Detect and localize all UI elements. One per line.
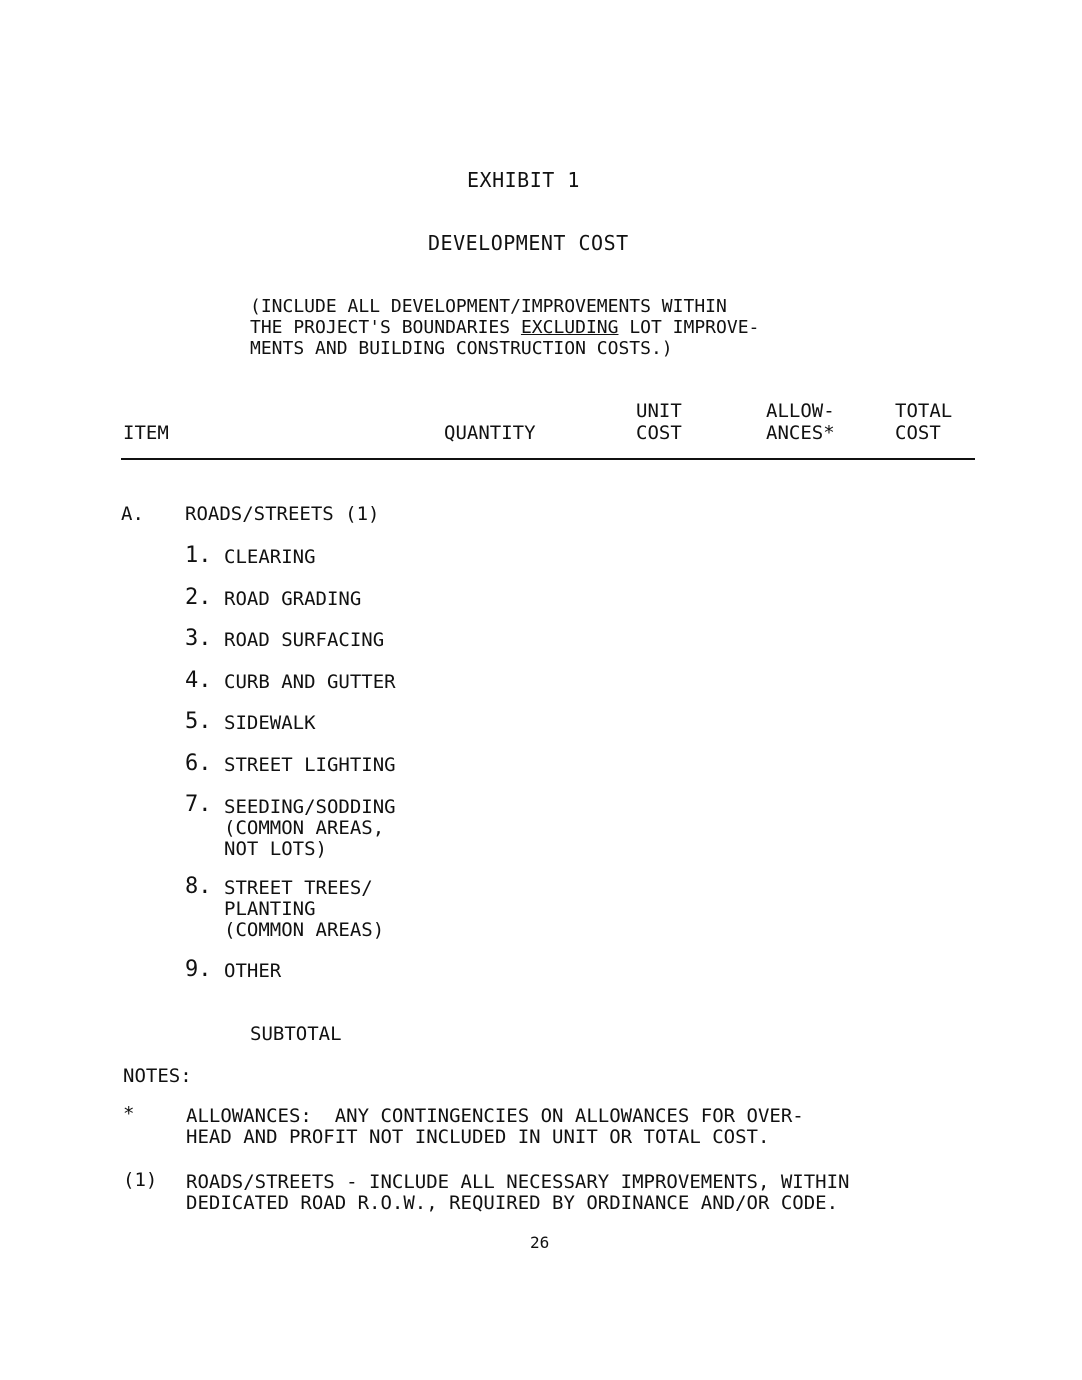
item-number: 8. (185, 874, 212, 899)
column-header-quantity: QUANTITY (444, 422, 536, 444)
instruction-text (250, 296, 759, 359)
item-label: ROAD SURFACING (224, 629, 385, 651)
item-number: 4. (185, 668, 212, 693)
item-label: CLEARING (224, 546, 316, 568)
section-name: ROADS/STREETS (1) (185, 503, 380, 525)
column-header-total-cost: TOTAL COST (895, 400, 953, 444)
notes-heading: NOTES: (123, 1065, 192, 1087)
column-header-item: ITEM (123, 422, 169, 444)
item-label: STREET TREES/ PLANTING (COMMON AREAS) (224, 877, 385, 941)
item-number: 7. (185, 792, 212, 817)
subtotal-label: SUBTOTAL (250, 1023, 342, 1045)
section-letter: A. (121, 503, 144, 525)
note-text: ROADS/STREETS - INCLUDE ALL NECESSARY IMPROVEMENTS, WITHIN DEDICATED ROAD R.O.W., REQUIRED BY ORDINANCE AND/OR CODE. (186, 1171, 850, 1214)
item-label: SIDEWALK (224, 712, 316, 734)
column-header-unit-cost: UNIT COST (636, 400, 682, 444)
item-number: 9. (185, 957, 212, 982)
item-number: 3. (185, 626, 212, 651)
header-rule (121, 458, 975, 460)
exhibit-label: EXHIBIT 1 (467, 168, 580, 192)
item-label: CURB AND GUTTER (224, 671, 396, 693)
note-marker: (1) (123, 1169, 158, 1191)
instruction-post: LOT IMPROVE- MENTS AND BUILDING CONSTRUCTION COSTS.) (250, 317, 760, 359)
note-text: ALLOWANCES: ANY CONTINGENCIES ON ALLOWANCES FOR OVER- HEAD AND PROFIT NOT INCLUDED IN UNIT OR TOTAL COST. (186, 1105, 804, 1148)
page-title: DEVELOPMENT COST (428, 231, 629, 255)
item-label: OTHER (224, 960, 282, 982)
item-label: ROAD GRADING (224, 588, 362, 610)
note-marker: * (123, 1103, 135, 1125)
item-number: 2. (185, 585, 212, 610)
instruction-excluding: EXCLUDING (520, 317, 619, 338)
page-number: 26 (530, 1233, 550, 1252)
item-number: 5. (185, 709, 212, 734)
item-number: 6. (185, 751, 212, 776)
item-label: STREET LIGHTING (224, 754, 396, 776)
item-label: SEEDING/SODDING (COMMON AREAS, NOT LOTS) (224, 796, 396, 860)
column-header-allowances: ALLOW- ANCES* (766, 400, 835, 444)
instruction-pre: (INCLUDE ALL DEVELOPMENT/IMPROVEMENTS WITHIN THE PROJECT'S BOUNDARIES (250, 296, 727, 338)
item-number: 1. (185, 543, 212, 568)
